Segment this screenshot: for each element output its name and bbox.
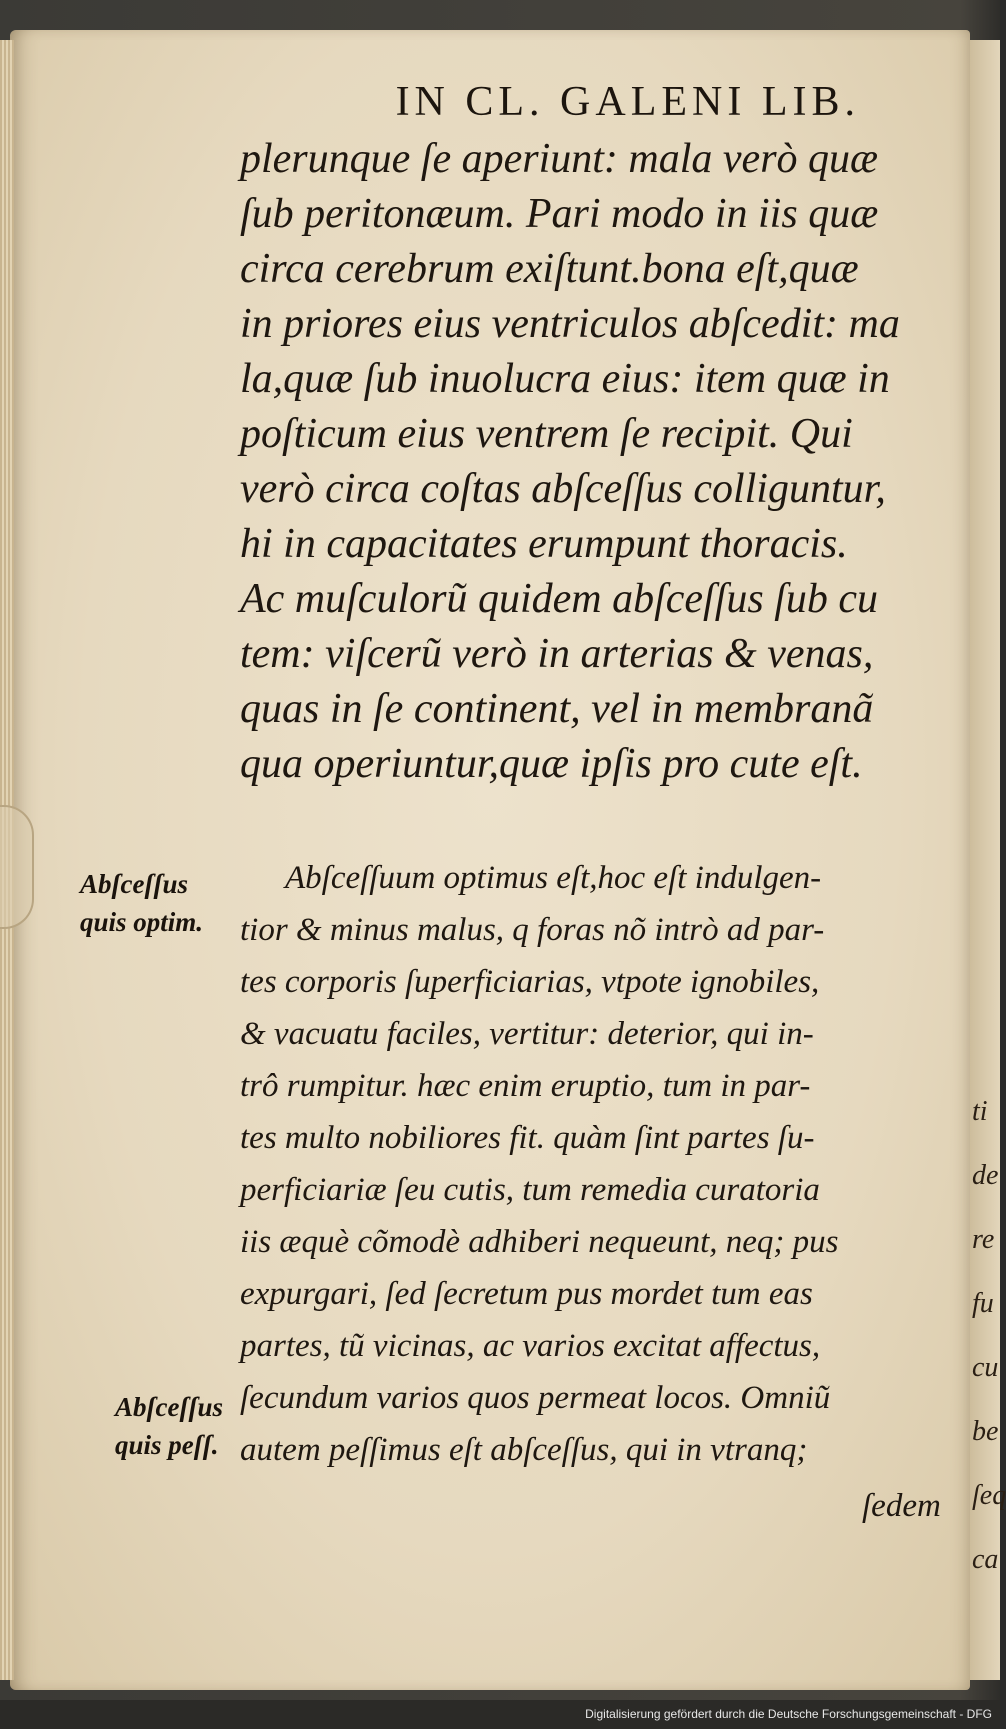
marginal-line: Abſceſſus	[115, 1392, 223, 1422]
text-line: expurgari, ſed ſecretum pus mordet tum eas	[240, 1276, 813, 1312]
text-line: perficiariæ ſeu cutis, tum remedia curatoria	[240, 1172, 820, 1208]
text-line: tior & minus malus, q foras nõ intrò ad par-	[240, 912, 825, 948]
text-line: qua operiuntur,quæ ipſis pro cute eſt.	[240, 741, 863, 787]
clasp-mark	[0, 805, 34, 929]
text-line: iis æquè cõmodè adhiberi nequeunt, neq; pus	[240, 1224, 839, 1260]
text-line: autem peſſimus eſt abſceſſus, qui in vtranq;	[240, 1432, 808, 1468]
text-line: ſub peritonæum. Pari modo in iis quæ	[240, 191, 879, 237]
text-line: la,quæ ſub inuolucra eius: item quæ in	[240, 356, 890, 402]
text-line: poſticum eius ventrem ſe recipit. Qui	[240, 411, 853, 457]
text-line: tes corporis ſuperficiarias, vtpote ignobiles,	[240, 964, 820, 1000]
marginal-line: Abſceſſus	[80, 869, 188, 899]
marginal-line: quis peſſ.	[115, 1430, 219, 1460]
running-title: IN CL. GALENI LIB.	[395, 79, 860, 125]
text-line: hi in capacitates erumpunt thoracis.	[240, 521, 848, 567]
adjacent-page-letters: ti de re fu cu be ſeq ca	[972, 1096, 1006, 1575]
text-line: quas in ſe continent, vel in membranã	[240, 686, 874, 732]
text-line: trô rumpitur. hæc enim eruptio, tum in par-	[240, 1068, 811, 1104]
text-line: Abſceſſuum optimus eſt,hoc eſt indulgen-	[285, 860, 822, 896]
text-line: partes, tũ vicinas, ac varios excitat affectus,	[240, 1328, 821, 1364]
marginal-line: quis optim.	[80, 907, 204, 937]
marginal-note-pessimus	[115, 1388, 223, 1464]
text-line: Ac muſculorũ quidem abſceſſus ſub cu	[240, 576, 879, 622]
text-line: ſecundum varios quos permeat locos. Omniũ	[240, 1380, 831, 1416]
text-line: plerunque ſe aperiunt: mala verò quæ	[240, 136, 879, 182]
text-line: tem: viſcerũ verò in arterias & venas,	[240, 631, 874, 677]
catchword: ſedem	[862, 1488, 941, 1524]
text-line: & vacuatu faciles, vertitur: deterior, qui in-	[240, 1016, 814, 1052]
funding-credit: Digitalisierung gefördert durch die Deutsche Forschungsgemeinschaft - DFG	[585, 1707, 992, 1721]
text-line: verò circa coſtas abſceſſus colliguntur,	[240, 466, 886, 512]
marginal-note-optimus	[80, 865, 203, 941]
text-line: in priores eius ventriculos abſcedit: ma	[240, 301, 900, 347]
text-line: circa cerebrum exiſtunt.bona eſt,quæ	[240, 246, 859, 292]
text-line: tes multo nobiliores fit. quàm ſint partes ſu-	[240, 1120, 815, 1156]
